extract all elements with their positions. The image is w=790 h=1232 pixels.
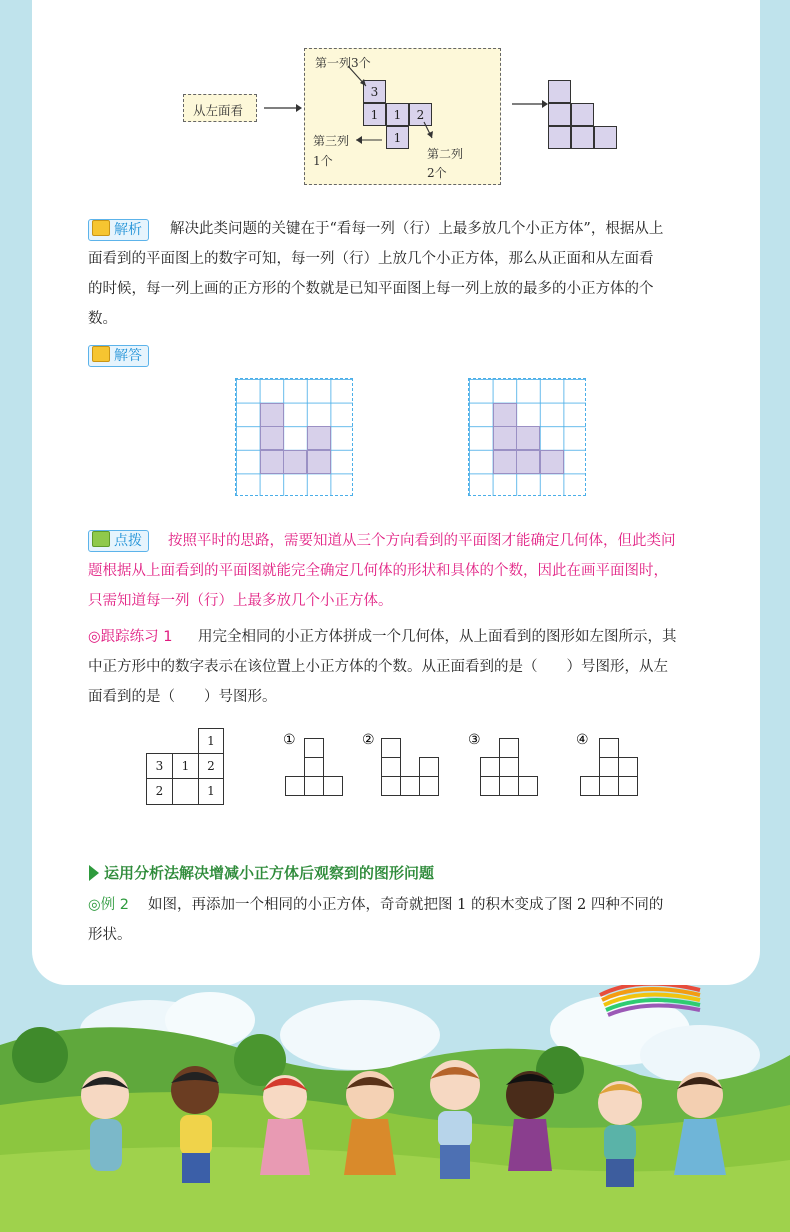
diagram-cell: 3 <box>363 80 386 103</box>
col3-note-b: 1个 <box>313 154 333 168</box>
option-1-shape <box>285 738 343 796</box>
analysis-line: 的时候，每一列上画的正方形的个数就是已知平面图上每一列上放的最多的小正方体的个 <box>88 281 654 297</box>
section-arrow-icon <box>88 864 100 882</box>
scroll-icon <box>92 346 110 362</box>
col2-note-a: 第二列 <box>427 147 464 161</box>
col3-note-a: 第三列 <box>313 134 350 148</box>
exercise-line: 中正方形中的数字表示在该位置上小正方体的个数。从正面看到的是（ ）号图形，从左 <box>88 659 668 675</box>
analysis-line: 解决此类问题的关键在于“看每一列（行）上最多放几个小正方体”，根据从上 <box>170 221 664 237</box>
exercise-line: 面看到的是（ ）号图形。 <box>88 689 277 705</box>
col2-note-b: 2个 <box>427 166 447 180</box>
answer-grid-left <box>468 378 586 496</box>
example-line: 如图，再添加一个相同的小正方体，奇奇就把图 1 的积木变成了图 2 四种不同的 <box>148 897 664 913</box>
option-3-shape <box>480 738 538 796</box>
example-label: ◎例 2 <box>88 897 129 913</box>
answer-grid-front <box>235 378 353 496</box>
tip-line: 按照平时的思路，需要知道从三个方向看到的平面图才能确定几何体，但此类问 <box>168 533 676 549</box>
option-label: ③ <box>468 732 481 748</box>
example-line: 形状。 <box>88 927 132 943</box>
analysis-line: 数。 <box>88 311 117 327</box>
exercise-line: 用完全相同的小正方体拼成一个几何体，从上面看到的图形如左图所示，其 <box>198 629 677 645</box>
left-view-label-box <box>183 94 257 122</box>
option-label: ① <box>283 732 296 748</box>
option-2-shape <box>381 738 439 796</box>
option-label: ④ <box>576 732 589 748</box>
result-shape <box>548 80 620 152</box>
left-view-label: 从左面看 <box>193 103 244 118</box>
diagram-cell: 2 <box>409 103 432 126</box>
arrow-icon <box>510 98 548 110</box>
option-label: ② <box>362 732 375 748</box>
answer-tag: 解答 <box>88 345 149 367</box>
section-title: 运用分析法解决增减小正方体后观察到的图形问题 <box>104 864 435 882</box>
diagram-cell: 1 <box>363 103 386 126</box>
analysis-line: 面看到的平面图上的数字可知，每一列（行）上放几个小正方体，那么从正面和从左面看 <box>88 251 654 267</box>
diagram-cell: 1 <box>386 126 409 149</box>
tip-tag: 点拨 <box>88 530 149 552</box>
tip-line: 题根据从上面看到的平面图就能完全确定几何体的形状和具体的个数，因此在画平面图时， <box>88 563 668 579</box>
arrow-icon <box>262 102 302 114</box>
exercise-top-view: 1 3 1 2 2 1 <box>146 728 224 806</box>
diagram-arrows <box>304 48 501 185</box>
diagram-cell: 1 <box>386 103 409 126</box>
note-icon <box>92 220 110 236</box>
pencil-icon <box>92 531 110 547</box>
tip-line: 只需知道每一列（行）上最多放几个小正方体。 <box>88 593 393 609</box>
exercise-label: ◎跟踪练习 1 <box>88 629 173 645</box>
col1-note: 第一列3个 <box>315 56 371 70</box>
analysis-tag: 解析 <box>88 219 149 241</box>
option-4-shape <box>580 738 638 796</box>
children-illustration <box>0 985 790 1232</box>
